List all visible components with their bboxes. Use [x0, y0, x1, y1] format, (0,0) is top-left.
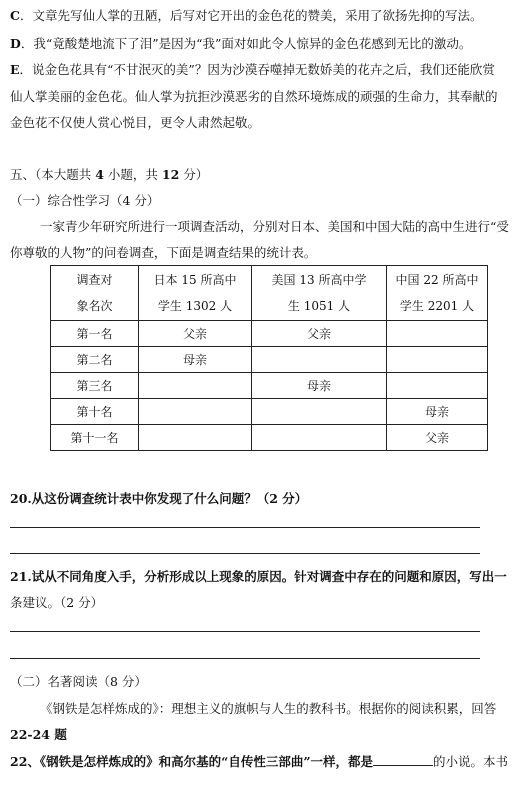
option-e-text: ．说金色花具有“不甘泯灭的美”？因为沙漠吞噬掉无数娇美的花卉之后，我们还能欣赏: [19, 62, 495, 77]
part1-intro-line1: 一家青少年研究所进行一项调查活动，分别对日本、美国和中国大陆的高中生进行“受: [40, 219, 509, 234]
part2-title: （二）名著阅读（8 分）: [10, 674, 147, 689]
table-cell: [139, 425, 252, 451]
table-header-row: [51, 266, 488, 321]
header-cell: 调查对 象名次: [51, 266, 139, 321]
option-d: [10, 34, 471, 52]
table-cell: [252, 399, 387, 425]
table-cell: 母亲: [252, 373, 387, 399]
table-row: [51, 321, 488, 347]
question-21-line2: 条建议。（2 分）: [10, 595, 104, 610]
header-cell: 美国 13 所高中学 生 1051 人: [252, 266, 387, 321]
table-row: [51, 373, 488, 399]
table-cell: [139, 399, 252, 425]
question-22: 22、《钢铁是怎样炼成的》和高尔基的“自传性三部曲”一样，都是 的小说。本书: [10, 754, 509, 769]
header-cell: 日本 15 所高中 学生 1302 人: [139, 266, 252, 321]
table-cell: 父亲: [252, 321, 387, 347]
option-d-text: ．我“竟酸楚地流下了泪”是因为“我”面对如此令人惊异的金色花感到无比的激动。: [20, 36, 472, 51]
table-row: [51, 399, 488, 425]
table-cell: [252, 425, 387, 451]
option-e-line2: 仙人掌美丽的金色花。仙人掌为抗拒沙漠恶劣的自然环境炼成的顽强的生命力，其奉献的: [10, 89, 498, 104]
table-cell: 父亲: [387, 425, 488, 451]
rank-cell: 第三名: [51, 373, 139, 399]
part2-intro-line2: 22-24 题: [10, 727, 67, 742]
table-row: [51, 425, 488, 451]
table-cell: [387, 321, 488, 347]
table-cell: 母亲: [387, 399, 488, 425]
question-21-line1: 21.试从不同角度入手，分析形成以上现象的原因。针对调查中存在的问题和原因，写出一: [10, 569, 507, 584]
option-e-line3: 金色花不仅使人赏心悦目，更令人肃然起敬。: [10, 115, 261, 130]
table-cell: [139, 373, 252, 399]
header-cell: 中国 22 所高中 学生 2201 人: [387, 266, 488, 321]
option-c: [10, 6, 482, 24]
rank-cell: 第一名: [51, 321, 139, 347]
section-heading: 五、（本大题共 4 小题，共 12 分）: [10, 167, 209, 182]
part1-title: （一）综合性学习（4 分）: [10, 193, 160, 208]
survey-table: [50, 265, 488, 451]
option-c-letter: C: [10, 8, 20, 23]
table-row: [51, 347, 488, 373]
rank-cell: 第十一名: [51, 425, 139, 451]
rank-cell: 第二名: [51, 347, 139, 373]
answer-line[interactable]: [10, 658, 480, 659]
part2-intro-line1: 《钢铁是怎样炼成的》：理想主义的旗帜与人生的教科书。根据你的阅读积累，回答: [40, 701, 497, 716]
table-cell: [252, 347, 387, 373]
table-cell: 母亲: [139, 347, 252, 373]
option-c-text: ．文章先写仙人掌的丑陋，后写对它开出的金色花的赞美，采用了欲扬先抑的写法。: [19, 8, 483, 23]
fill-blank[interactable]: [373, 753, 433, 766]
rank-cell: 第十名: [51, 399, 139, 425]
option-e-letter: E: [10, 62, 20, 77]
table-cell: 父亲: [139, 321, 252, 347]
answer-line[interactable]: [10, 553, 480, 554]
table-cell: [387, 347, 488, 373]
option-e: [10, 60, 495, 78]
question-20: 20.从这份调查统计表中你发现了什么问题？（2 分）: [10, 491, 308, 506]
answer-line[interactable]: [10, 527, 480, 528]
option-d-letter: D: [10, 36, 21, 51]
part1-intro-line2: 你尊敬的人物”的问卷调查，下面是调查结果的统计表。: [10, 245, 317, 260]
table-cell: [387, 373, 488, 399]
answer-line[interactable]: [10, 631, 480, 632]
